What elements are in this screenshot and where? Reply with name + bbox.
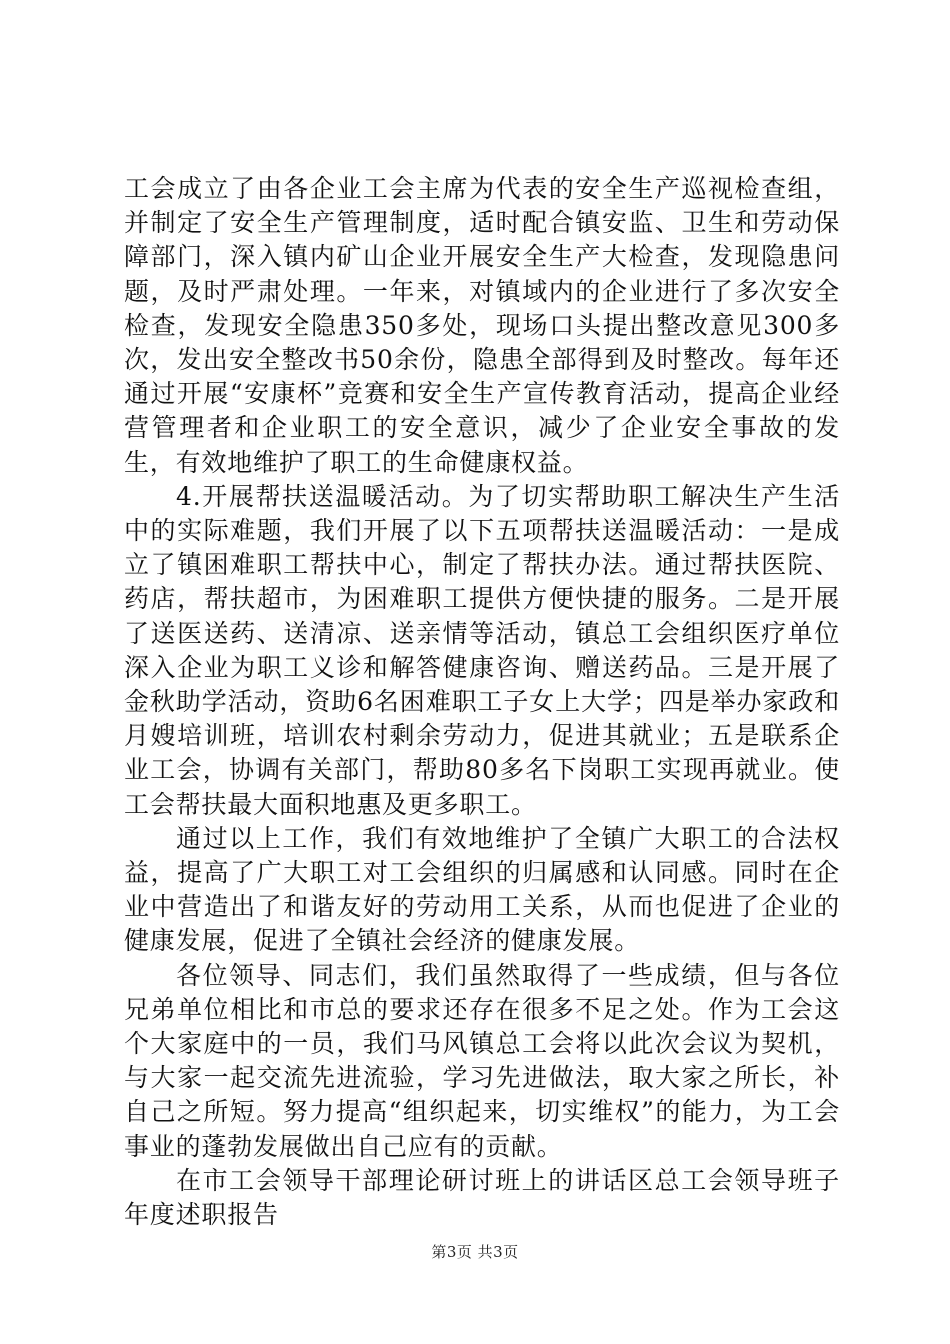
page-number-footer: 第3页 共3页 — [431, 1243, 519, 1261]
paragraph-closing-remarks: 各位领导、同志们，我们虽然取得了一些成绩，但与各位兄弟单位相比和市总的要求还存在很多不足之处。作为工会这个大家庭中的一员，我们马风镇总工会将以此次会议为契机，与大家一起交流先进流验，学习先进做法，取大家之所长，补自己之所短。努力提高“组织起来，切实维权”的能力，为工会事业的蓬勃发展做出自己应有的贡献。 — [124, 960, 840, 1161]
paragraph-assistance-activities: 4.开展帮扶送温暖活动。为了切实帮助职工解决生产生活中的实际难题，我们开展了以下五项帮扶送温暖活动：一是成立了镇困难职工帮扶中心，制定了帮扶办法。通过帮扶医院、药店，帮扶超市，为困难职工提供方便快捷的服务。二是开展了送医送药、送清凉、送亲情等活动，镇总工会组织医疗单位深入企业为职工义诊和解答健康咨询、赠送药品。三是开展了金秋助学活动，资助6名困难职工子女上大学；四是举办家政和月嫂培训班，培训农村剩余劳动力，促进其就业；五是联系企业工会，协调有关部门，帮助80多名下岗职工实现再就业。使工会帮扶最大面积地惠及更多职工。 — [124, 481, 840, 819]
document-body — [124, 172, 840, 1232]
paragraph-safety-inspection: 工会成立了由各企业工会主席为代表的安全生产巡视检查组，并制定了安全生产管理制度，适时配合镇安监、卫生和劳动保障部门，深入镇内矿山企业开展安全生产大检查，发现隐患问题，及时严肃处理。一年来，对镇域内的企业进行了多次安全检查，发现安全隐患350多处，现场口头提出整改意见300多次，发出安全整改书50余份，隐患全部得到及时整改。每年还通过开展“安康杯”竞赛和安全生产宣传教育活动，提高企业经营管理者和企业职工的安全意识，减少了企业安全事故的发生，有效地维护了职工的生命健康权益。 — [124, 174, 840, 477]
paragraph-work-results: 通过以上工作，我们有效地维护了全镇广大职工的合法权益，提高了广大职工对工会组织的归属感和认同感。同时在企业中营造出了和谐友好的劳动用工关系，从而也促进了企业的健康发展，促进了全镇社会经济的健康发展。 — [124, 823, 840, 956]
paragraph-related-titles: 在市工会领导干部理论研讨班上的讲话区总工会领导班子年度述职报告 — [124, 1165, 840, 1230]
